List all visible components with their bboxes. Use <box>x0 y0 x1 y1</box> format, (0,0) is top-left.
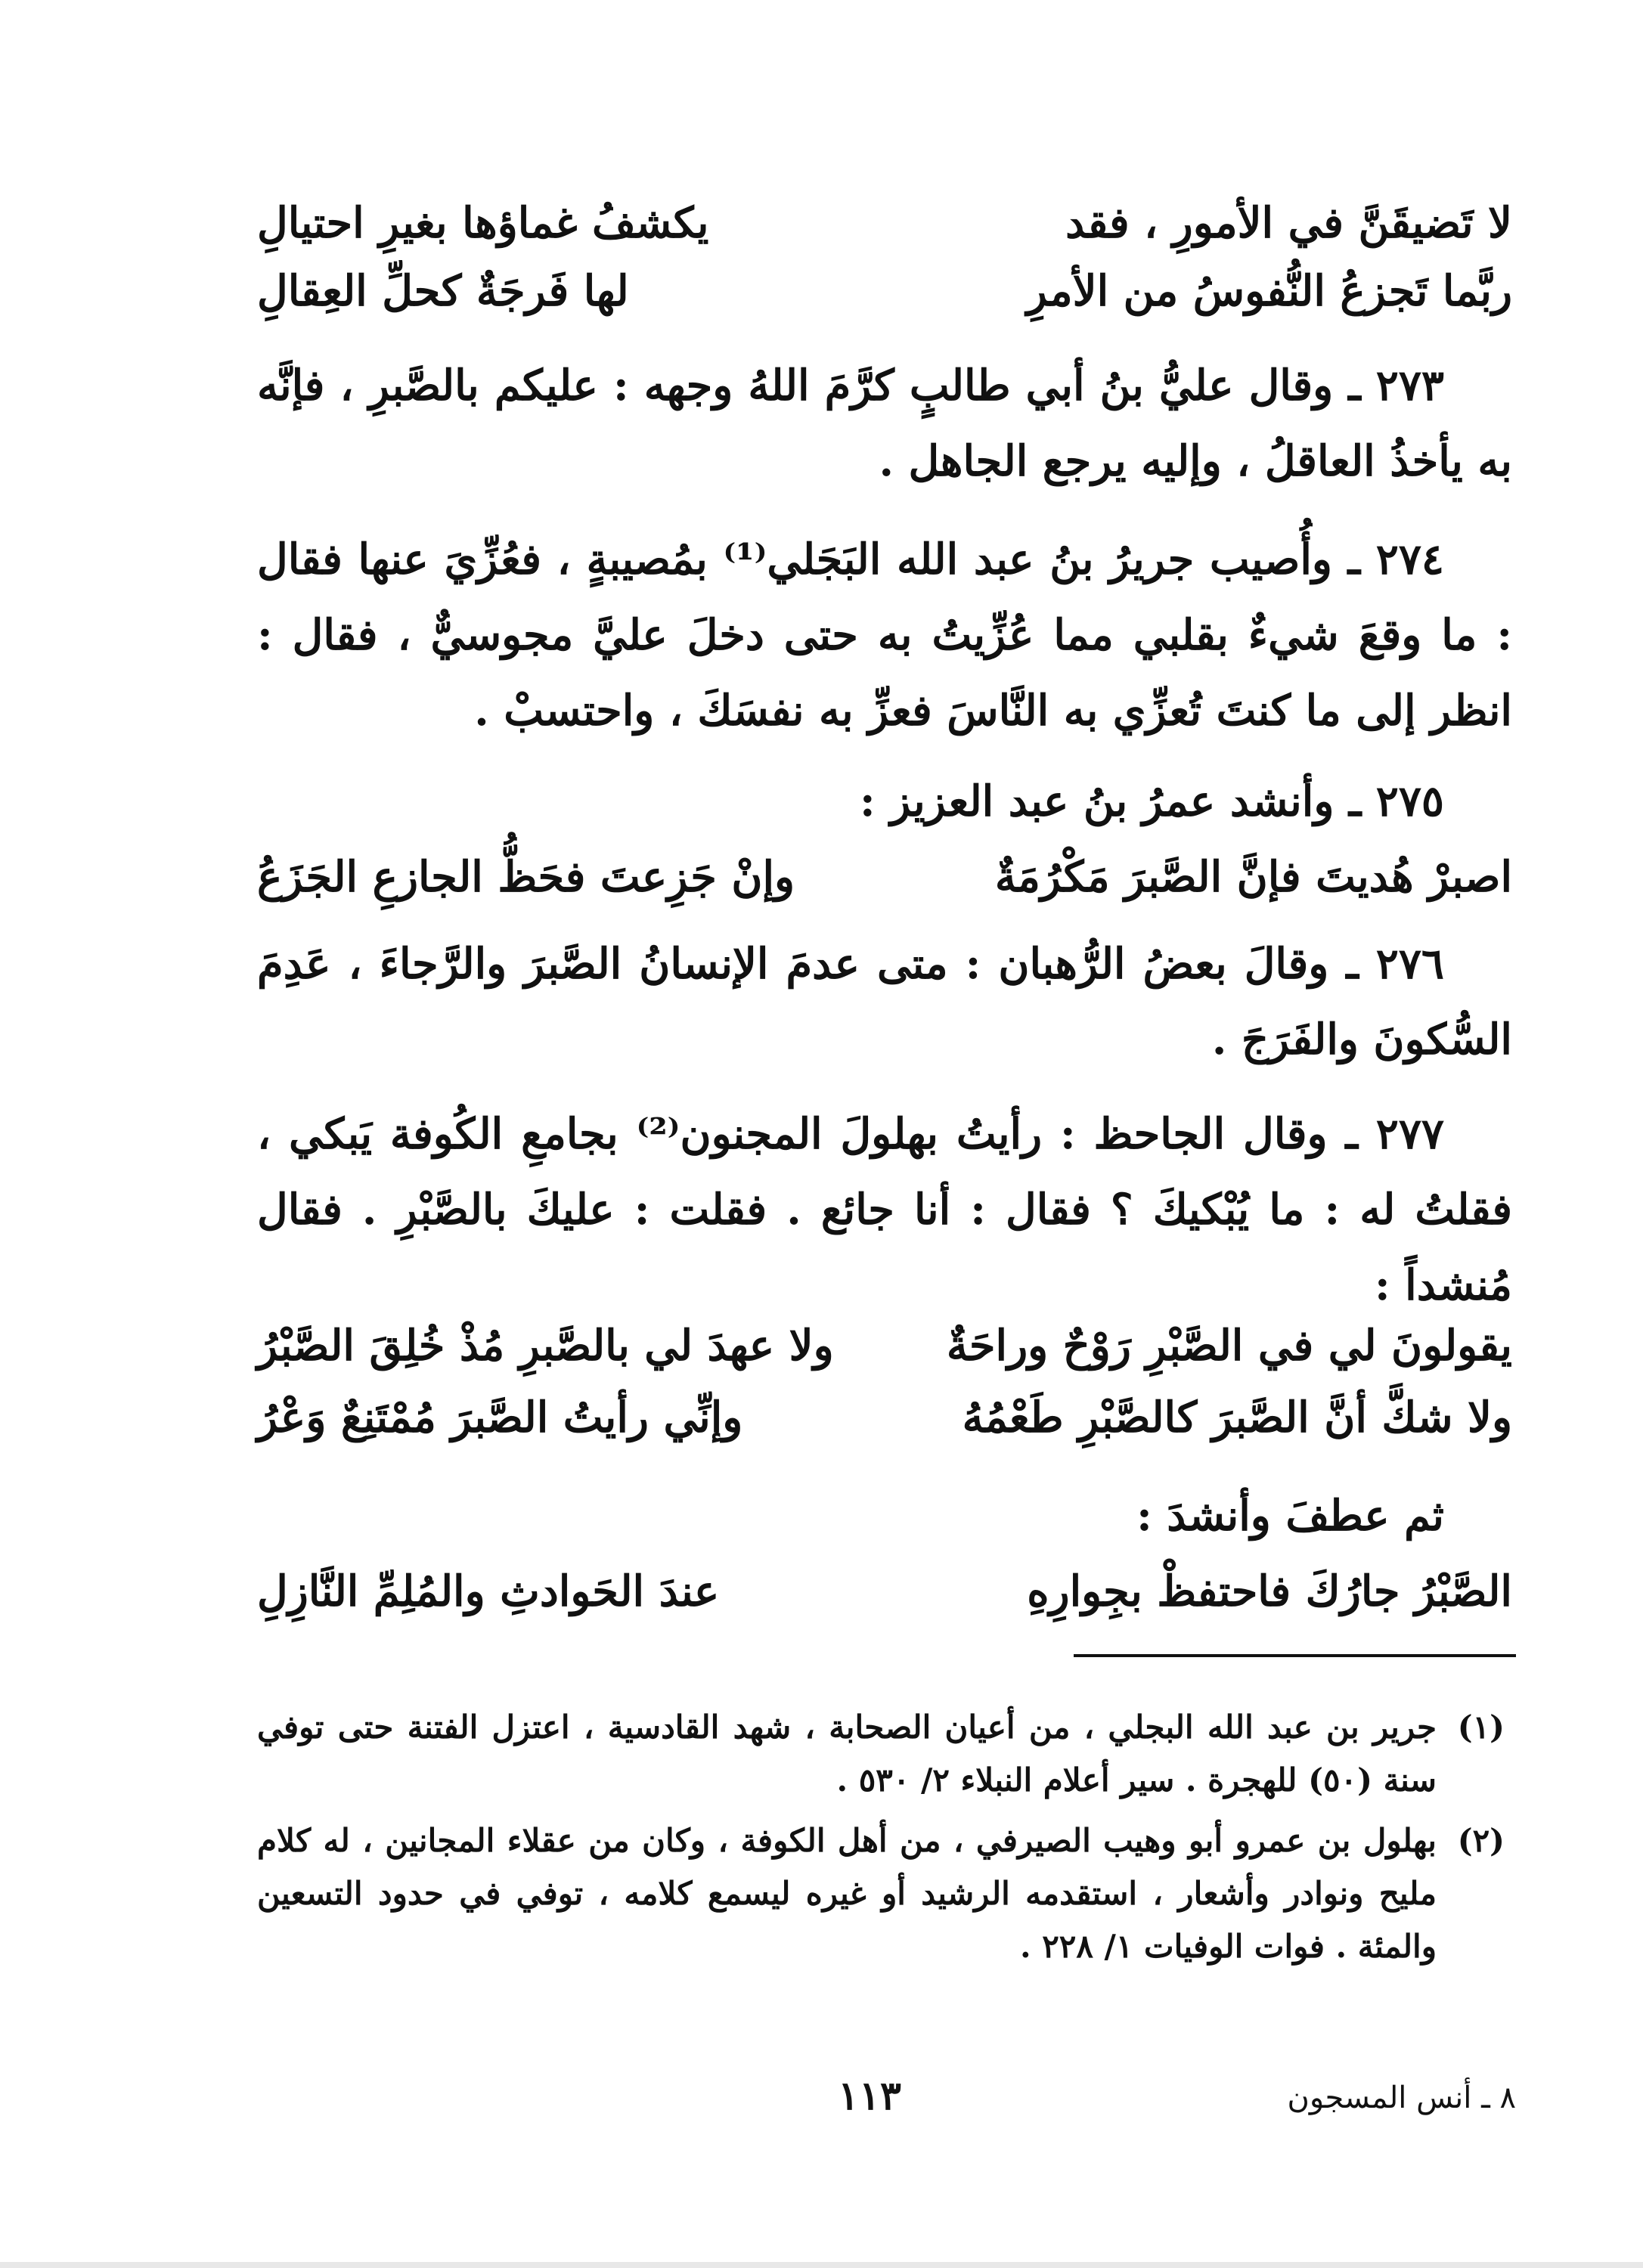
verse-second-hemistich: ولا عهدَ لي بالصَّبرِ مُذْ خُلِقَ الصَّبْرُ <box>257 1321 834 1371</box>
verse-second-hemistich: عندَ الحَوادثِ والمُلِمِّ النَّازِلِ <box>257 1566 720 1616</box>
scan-bottom-edge <box>0 2262 1643 2268</box>
footnote-1 <box>257 1701 1505 1807</box>
then-line: ثم عطفَ وأنشدَ : <box>1136 1491 1444 1541</box>
verse-first-hemistich: الصَّبْرُ جارُكَ فاحتفظْ بجِوارِهِ <box>1027 1566 1512 1616</box>
footnote-divider <box>1074 1654 1516 1657</box>
footnote-text: جرير بن عبد الله البجلي ، من أعيان الصحابة ، شهد القادسية ، اعتزل الفتنة حتى توفي سنة (٥٠) للهجرة . سير أعلام النبلاء ٢/ ٥٣٠ . <box>257 1709 1437 1799</box>
verse-line <box>257 847 1512 907</box>
verse-second-hemistich: لها فَرجَةٌ كحلِّ العِقالِ <box>257 266 629 316</box>
verse-line <box>257 1561 1512 1622</box>
footnote-2 <box>257 1814 1505 1973</box>
verse-first-hemistich: ربَّما تَجزعُ النُّفوسُ من الأمرِ <box>1026 266 1512 316</box>
verse-first-hemistich: ولا شكَّ أنَّ الصَّبرَ كالصَّبْرِ طَعْمُهُ <box>962 1393 1512 1442</box>
footnote-text: بهلول بن عمرو أبو وهيب الصيرفي ، من أهل الكوفة ، وكان من عقلاء المجانين ، له كلام مليح ونوادر وأشعار ، استقدمه الرشيد أو غيره ليسمع كلامه ، توفي في حدود التسعين والمئة . فوات الوفيات ١/ ٢٢٨ . <box>257 1822 1437 1965</box>
page-number: ١١٣ <box>838 2073 901 2119</box>
verse-line <box>257 1315 1512 1376</box>
verse-second-hemistich: وإنْ جَزِعتَ فحَظُّ الجازعِ الجَزَعُ <box>257 852 795 902</box>
paragraph-275: ٢٧٥ ـ وأنشد عمرُ بنُ عبد العزيز : <box>860 776 1444 826</box>
verse-first-hemistich: لا تَضيقَنَّ في الأمورِ ، فقد <box>1065 198 1512 248</box>
verse-line <box>257 193 1512 253</box>
paragraph-277: ٢٧٧ ـ وقال الجاحظ : رأيتُ بهلولَ المجنون⁽²⁾ بجامعِ الكُوفة يَبكي ، فقلتُ له : ما يُبْكيكَ ؟ فقال : أنا جائع . فقلت : عليكَ بالصَّبْرِ . فقال مُنشداً : <box>257 1109 1512 1310</box>
paragraph-276: ٢٧٦ ـ وقالَ بعضُ الرُّهبان : متى عدمَ الإنسانُ الصَّبرَ والرَّجاءَ ، عَدِمَ السُّكونَ والفَرَجَ . <box>257 939 1512 1064</box>
verse-second-hemistich: وإنِّي رأيتُ الصَّبرَ مُمْتَنِعٌ وَعْرُ <box>257 1393 743 1442</box>
verse-line <box>257 1387 1512 1448</box>
verse-first-hemistich: يقولونَ لي في الصَّبْرِ رَوْحٌ وراحَةٌ <box>946 1321 1512 1371</box>
verse-second-hemistich: يكشفُ غماؤها بغيرِ احتيالِ <box>257 198 709 248</box>
verse-line <box>257 261 1512 321</box>
verse-first-hemistich: اصبرْ هُديتَ فإنَّ الصَّبرَ مَكْرُمَةٌ <box>994 852 1512 902</box>
signature-mark: ٨ ـ أنس المسجون <box>1287 2081 1516 2115</box>
paragraph-274: ٢٧٤ ـ وأُصيب جريرُ بنُ عبد الله البَجَلي⁽¹⁾ بمُصيبةٍ ، فعُزِّيَ عنها فقال : ما وقعَ شيءٌ بقلبي مما عُزِّيتُ به حتى دخلَ عليَّ مجوسيٌّ ، فقال : انظر إلى ما كنتَ تُعزِّي به النَّاسَ فعزِّ به نفسَكَ ، واحتسبْ . <box>257 534 1512 736</box>
footnote-number: (١) <box>1457 1709 1505 1746</box>
paragraph-273: ٢٧٣ ـ وقال عليُّ بنُ أبي طالبٍ كرَّمَ اللهُ وجهه : عليكم بالصَّبرِ ، فإنَّه به يأخذُ العاقلُ ، وإليه يرجع الجاهل . <box>257 361 1512 486</box>
footnote-number: (٢) <box>1457 1822 1505 1859</box>
